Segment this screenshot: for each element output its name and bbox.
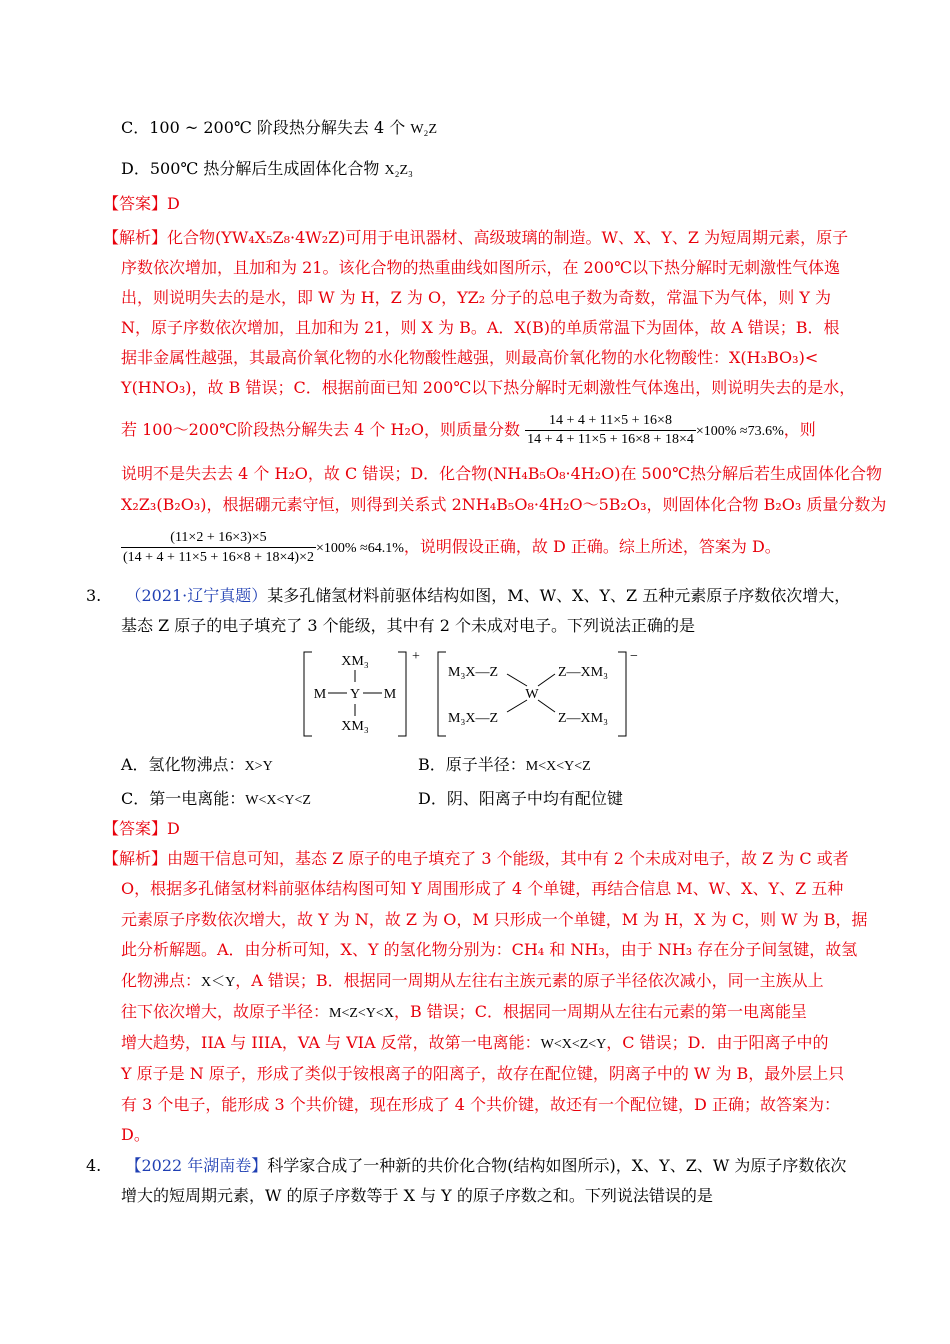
q2-answer-value: D [167,194,180,213]
q2-answer [103,193,180,215]
cation-right: M [383,687,397,702]
q2-answer-tag: 【答案】 [103,194,168,213]
q3-explain-line: 此分析解题。A．由分析可知，X、Y 的氢化物分别为：CH₄ 和 NH₃，由于 NH₃ 存在分子间氢键，故氢 [121,940,858,959]
cation-center: Y [349,687,361,702]
q3-explain-line [121,1001,807,1025]
q3-explain-tag: 【解析】 [103,849,168,868]
q4-source: 【2022 年湖南卷】 [125,1156,268,1175]
q3-option-c [121,786,311,809]
q3-explain-line [103,848,849,870]
q3-option-a [121,752,273,775]
q2-option-c-formula: W₂Z [410,122,437,137]
q3-explain-text: ，C 错误；D．由于阳离子中的 [606,1033,829,1052]
q2-option-d-label: D．500℃ 热分解后生成固体化合物 [121,159,380,178]
q3-explain-text: 增大趋势，IIA 与 IIIA，VA 与 VIA 反常，故第一电离能： [121,1033,541,1052]
q2-explain-line: 出，则说明失去的是水，即 W 为 H，Z 为 O，YZ₂ 分子的总电子数为奇数，常温下为气体，则 Y 为 [121,288,831,307]
q2-explain-text: ，说明假设正确，故 D 正确。综上所述，答案为 D。 [403,537,781,556]
q2-explain-line: N，原子序数依次增加，且加和为 21，则 X 为 B。A．X(B)的单质常温下为固体，故 A 错误；B．根 [121,318,840,337]
q3-answer-value: D [167,819,180,838]
q4-number: 4. [86,1156,102,1175]
fraction-numerator: (11×2 + 16×3)×5 [121,529,316,548]
inline-formula: W<X<Z<Y [540,1037,607,1052]
q4-stem-text: 科学家合成了一种新的共价化合物(结构如图所示)，X、Y、Z、W 为原子序数依次 [267,1156,847,1175]
q2-explain-text: 若 100～200℃阶段热分解失去 4 个 H₂O，则质量分数 [121,420,520,439]
fraction-denominator: (14 + 4 + 11×5 + 16×8 + 18×4)×2 [123,550,314,565]
q2-explain-line: 序数依次增加，且加和为 21。该化合物的热重曲线如图所示，在 200℃以下热分解时无刺激性气体逸 [121,258,840,277]
q3-number: 3. [86,586,102,605]
q3-explain-text: ，B 错误；C．根据同一周期从左往右元素的第一电离能呈 [393,1002,808,1021]
q2-option-c [121,117,437,141]
q2-explain-text: ，则 [783,420,816,439]
q3-explain-text: 往下依次增大，故原子半径： [121,1002,330,1021]
q3-answer [103,818,180,840]
fraction-result: ×100% ≈73.6% [695,424,784,439]
q2-explain-line [103,227,848,249]
mass-fraction-1 [525,413,696,448]
q3-explain-line: Y 原子是 N 原子，形成了类似于铵根离子的阳离子，故存在配位键，阴离子中的 W 为 B，最外层上只 [121,1064,845,1083]
q3-explain-line: 有 3 个电子，能形成 3 个共价键，现在形成了 4 个共价键，故还有一个配位键，D 正确；故答案为： [121,1095,840,1114]
q3-source: （2021·辽宁真题） [125,586,268,605]
q3-explain-text: ，A 错误；B．根据同一周期从左往右主族元素的原子半径依次减小，同一主族从上 [235,971,824,990]
bracket-right [618,652,626,736]
bracket-right [398,652,406,736]
q4-stem-line: 增大的短周期元素，W 的原子序数等于 X 与 Y 的原子序数之和。下列说法错误的是 [121,1186,713,1205]
cation-bottom: XM₃ [341,719,369,734]
cation-charge: + [412,650,420,664]
fraction-result: ×100% ≈64.1% [315,541,404,556]
option-label: C．第一电离能： [121,789,246,808]
anion-bottom-left: M₃X—Z [448,711,498,726]
q2-explain-line: 据非金属性越强，其最高价氧化物的水化物酸性越强，则最高价氧化物的水化物酸性：X(H₃BO₃)< [121,348,819,367]
q3-explain-line: 元素原子序数依次增大，故 Y 为 N，故 Z 为 O，M 只形成一个单键，M 为 H，X 为 C，则 W 为 B，据 [121,910,868,929]
q3-stem-line [86,585,850,607]
bracket-left [438,652,446,736]
option-label: B．原子半径： [418,755,526,774]
inline-formula: X＜Y [201,975,236,990]
q2-option-d-formula: X₂Z₃ [384,163,413,178]
q3-structure-diagram [300,650,650,740]
anion-top-right: Z—XM₃ [558,665,608,680]
inline-formula: M<Z<Y<X [329,1006,394,1021]
q2-option-d [121,158,413,182]
fraction-numerator: 14 + 4 + 11×5 + 16×8 [525,413,696,431]
q2-explain-tag: 【解析】 [103,228,168,247]
q3-stem-text: 某多孔储氢材料前驱体结构如图，M、W、X、Y、Z 五种元素原子序数依次增大， [267,586,851,605]
fraction-denominator: 14 + 4 + 11×5 + 16×8 + 18×4 [527,432,694,447]
option-formula: W<X<Y<Z [245,793,311,808]
q3-explain-line [121,1032,828,1056]
q2-explain-fraction-line [121,413,816,449]
anion-bottom-right: Z—XM₃ [558,711,608,726]
option-label: A．氢化物沸点： [121,755,245,774]
q3-option-d [418,786,623,809]
cation-left: M [313,687,327,702]
q3-option-b [418,752,591,775]
anion-top-left: M₃X—Z [448,665,498,680]
anion-charge: − [630,650,638,664]
q2-explain-line: X₂Z₃(B₂O₃)，根据硼元素守恒，则得到关系式 2NH₄B₅O₈·4H₂O～5B₂O₃，则固体化合物 B₂O₃ 质量分数为 [121,495,887,514]
q3-explain-line: D。 [121,1125,150,1144]
option-formula: M<X<Y<Z [525,759,591,774]
anion-center: W [525,687,539,702]
q2-explain-line: 说明不是失去去 4 个 H₂O，故 C 错误；D．化合物(NH₄B₅O₈·4H₂O)在 500℃热分解后若生成固体化合物 [121,464,882,483]
option-formula: X>Y [244,759,273,774]
bracket-left [304,652,312,736]
q2-explain-line: Y(HNO₃)，故 B 错误；C．根据前面已知 200℃以下热分解时无刺激性气体逸出，则说明失去的是水， [121,378,856,397]
option-label: D．阴、阳离子中均有配位键 [418,789,623,808]
mass-fraction-2 [121,529,316,566]
q3-explain-line [121,970,824,994]
q4-stem-line [86,1155,846,1177]
q3-answer-tag: 【答案】 [103,819,168,838]
q3-explain-text: 化物沸点： [121,971,202,990]
q2-explain-text: 化合物(YW₄X₅Z₈·4W₂Z)可用于电讯器材、高级玻璃的制造。W、X、Y、Z 为短周期元素，原子 [167,228,849,247]
q3-stem-line: 基态 Z 原子的电子填充了 3 个能级，其中有 2 个未成对电子。下列说法正确的是 [121,616,695,635]
q2-explain-fraction-line [121,527,781,569]
q3-explain-text: 由题干信息可知，基态 Z 原子的电子填充了 3 个能级，其中有 2 个未成对电子，故 Z 为 C 或者 [167,849,849,868]
q3-explain-line: O，根据多孔储氢材料前驱体结构图可知 Y 周围形成了 4 个单键，再结合信息 M、W、X、Y、Z 五种 [121,879,844,898]
q2-option-c-label: C．100 ~ 200℃ 阶段热分解失去 4 个 [121,118,406,137]
cation-top: XM₃ [341,654,369,669]
